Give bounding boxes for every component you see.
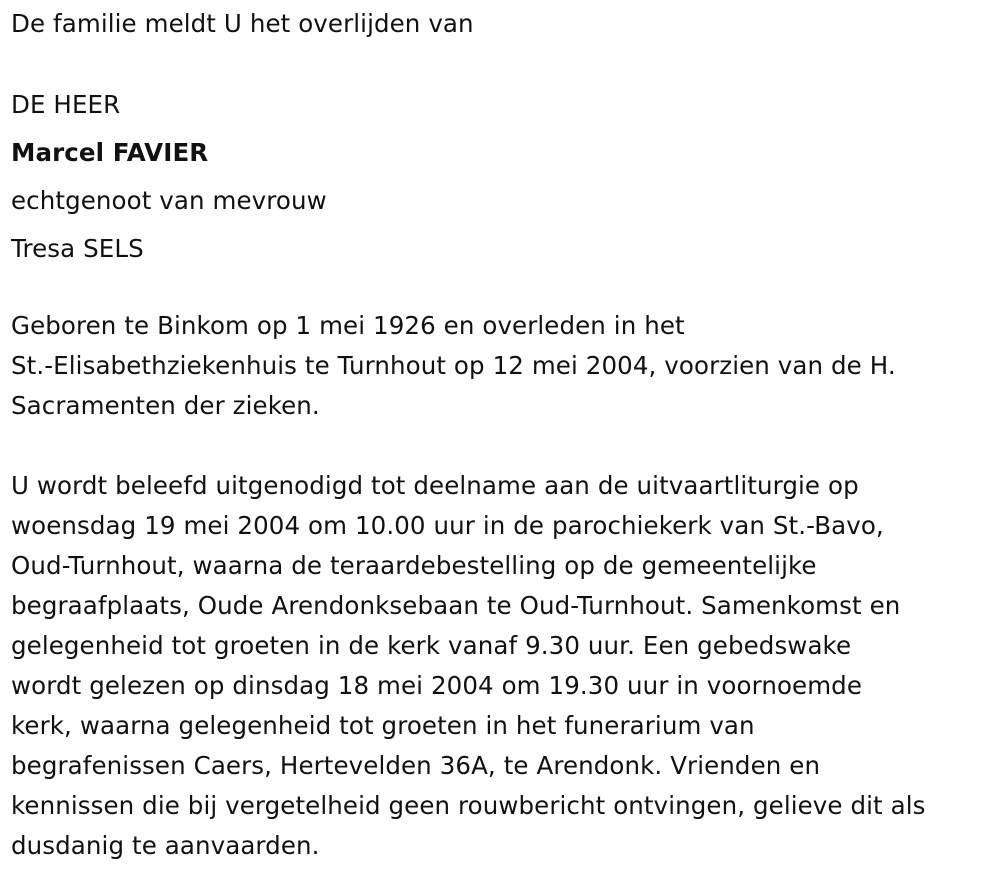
birth-death-paragraph [11,306,996,426]
intro-text: De familie meldt U het overlijden van [11,9,474,38]
paragraph-line: Sacramenten der zieken. [11,391,320,420]
salutation: DE HEER [11,90,121,119]
paragraph-line: Geboren te Binkom op 1 mei 1926 en overleden in het [11,311,685,340]
death-notice [11,0,996,866]
paragraph-line: U wordt beleefd uitgenodigd tot deelname aan de uitvaartliturgie op [11,471,859,500]
paragraph-line: gelegenheid tot groeten in de kerk vanaf 9.30 uur. Een gebedswake [11,631,852,660]
funeral-paragraph [11,466,996,866]
deceased-name: Marcel FAVIER [11,138,209,167]
spacer [11,273,996,306]
paragraph-line: St.-Elisabethziekenhuis te Turnhout op 12 mei 2004, voorzien van de H. [11,351,896,380]
paragraph-line: kennissen die bij vergetelheid geen rouwbericht ontvingen, gelieve dit als [11,791,926,820]
relation-text: echtgenoot van mevrouw [11,186,327,215]
paragraph-line: kerk, waarna gelegenheid tot groeten in het funerarium van [11,711,755,740]
spacer [11,48,996,81]
paragraph-line: woensdag 19 mei 2004 om 10.00 uur in de parochiekerk van St.-Bavo, [11,511,884,540]
paragraph-line: begraafplaats, Oude Arendonksebaan te Oud-Turnhout. Samenkomst en [11,591,901,620]
spouse-name: Tresa SELS [11,234,144,263]
paragraph-line: begrafenissen Caers, Hertevelden 36A, te Arendonk. Vrienden en [11,751,821,780]
paragraph-line: Oud-Turnhout, waarna de teraardebestelling op de gemeentelijke [11,551,817,580]
paragraph-line: dusdanig te aanvaarden. [11,831,320,860]
paragraph-line: wordt gelezen op dinsdag 18 mei 2004 om 19.30 uur in voornoemde [11,671,862,700]
spacer [11,426,996,466]
